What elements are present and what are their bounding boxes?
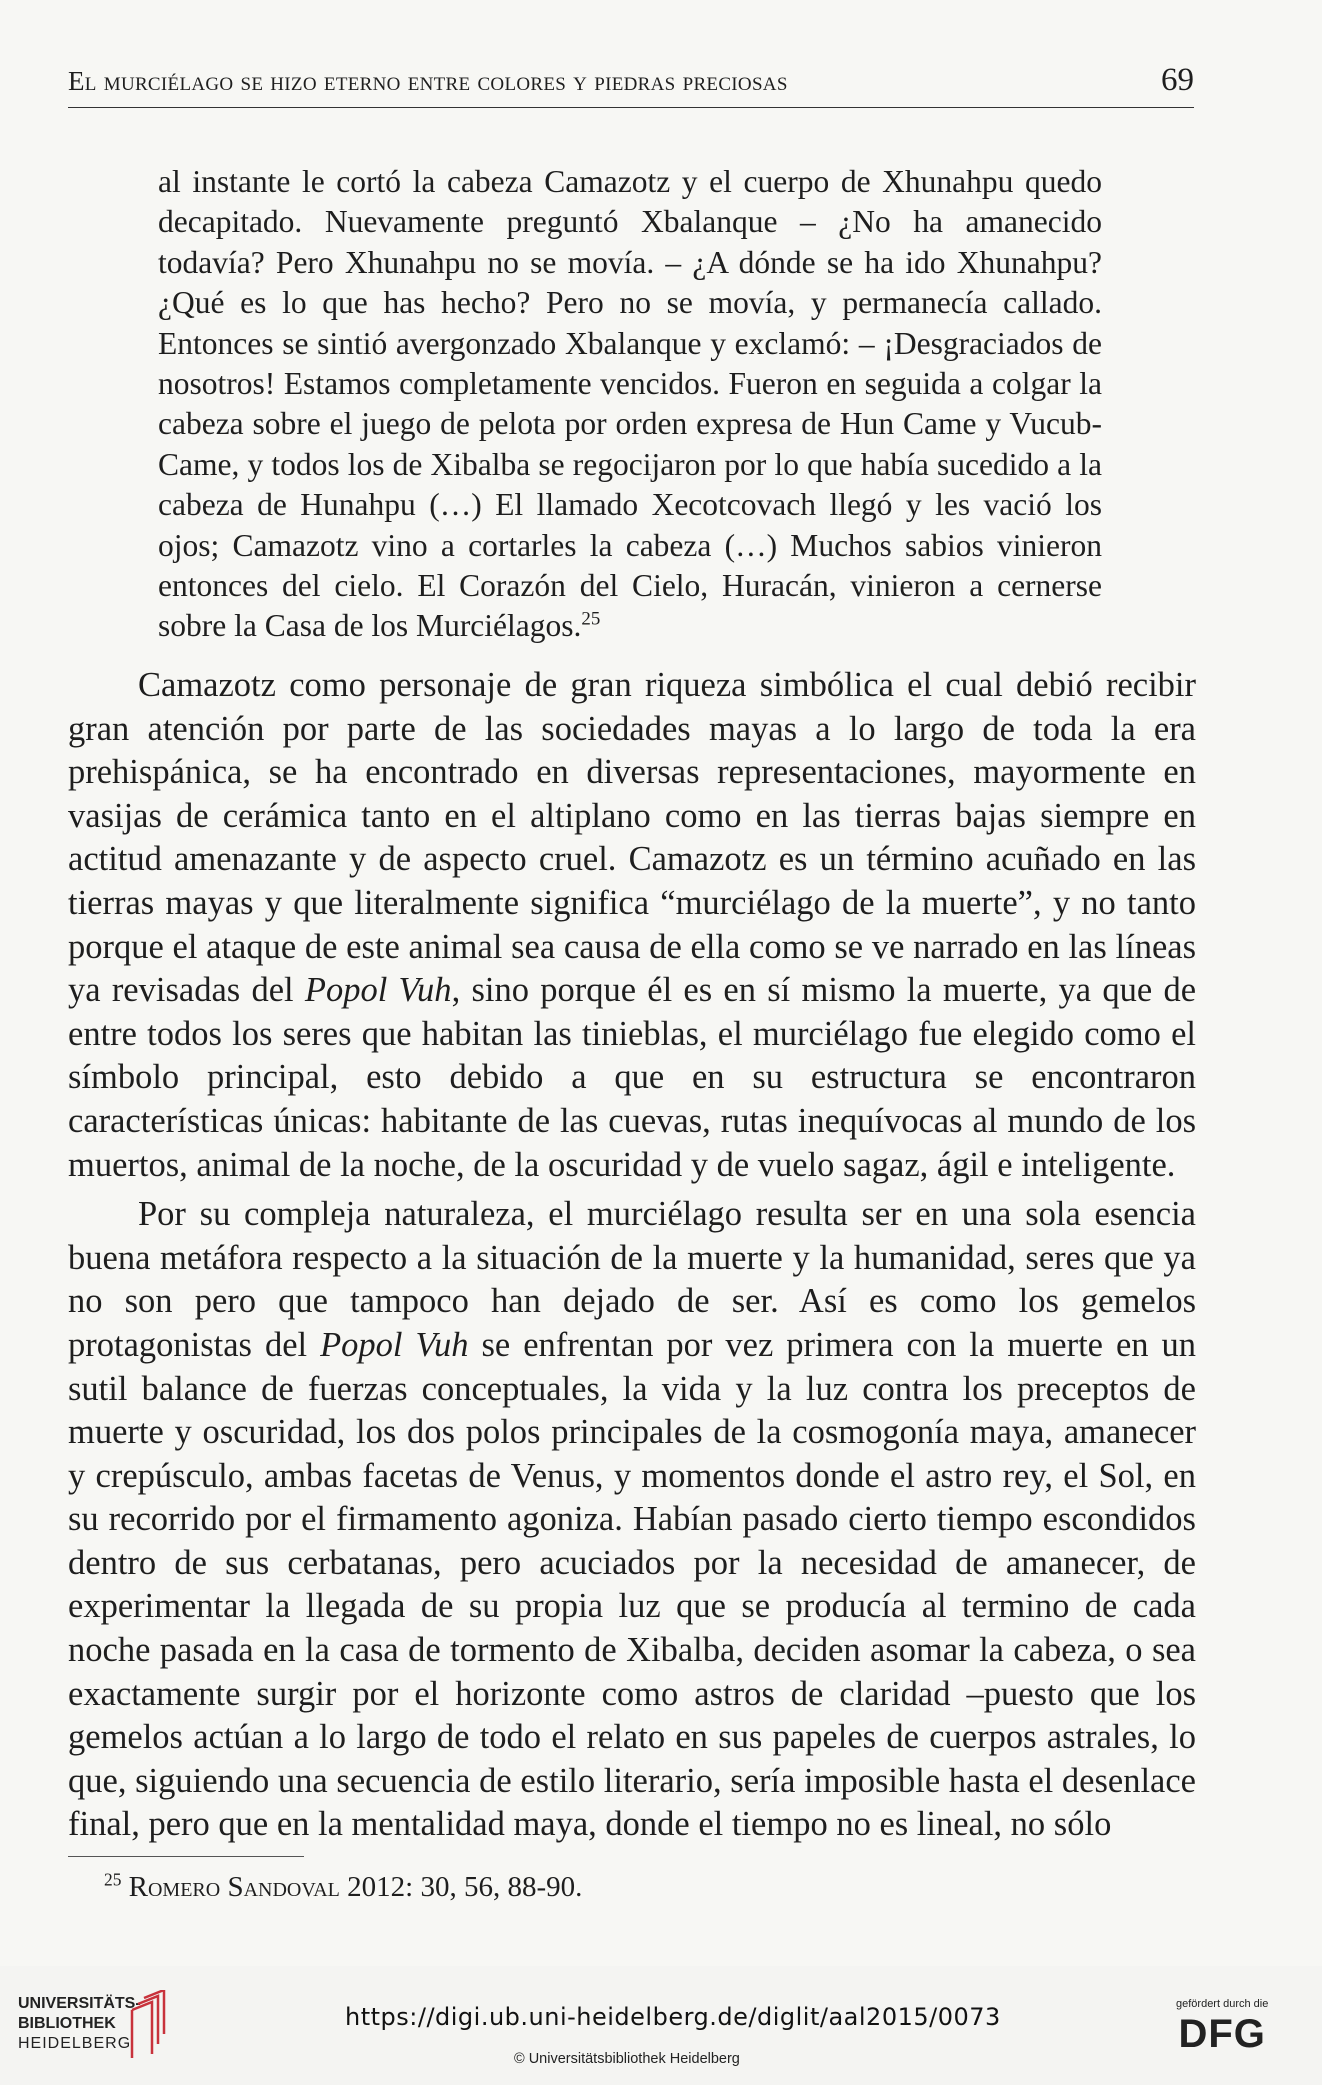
book-title-popol-vuh: Popol Vuh [304, 971, 452, 1010]
library-name-line-2: BIBLIOTHEK [18, 2015, 116, 2032]
block-quote [158, 162, 1102, 647]
copyright-notice: © Universitätsbibliothek Heidelberg [514, 2051, 740, 2067]
paragraph-1-text-b: , sino porque él es en sí mismo la muerte, ya que de entre todos los seres que habitan las tinieblas, el murciélago fue elegido como el símbolo principal, esto debido a que en su estructura se encontraron características únicas: habitante de las cuevas, rutas inequívocas al mundo de los muertos, animal de la noche, de la oscuridad y de vuelo sagaz, ágil e inteligente. [68, 971, 1197, 1184]
footnote-divider [68, 1856, 304, 1857]
quote-text: al instante le cortó la cabeza Camazotz y el cuerpo de Xhunahpu quedo decapitado. Nuevamente preguntó Xbalanque – ¿No ha amanecido todavía? Pero Xhunahpu no se movía. – ¿A dónde se ha ido Xhunahpu? ¿Qué es lo que has hecho? Pero no se movía, y permanecía callado. Entonces se sintió avergonzado Xbalanque y exclamó: – ¡Desgraciados de nosotros! Estamos completamente vencidos. Fueron en seguida a colgar la cabeza sobre el juego de pelota por orden expresa de Hun Came y Vucub-Came, y todos los de Xibalba se regocijaron por lo que había sucedido a la cabeza de Hunahpu (…) El llamado Xecotcovach llegó y les vació los ojos; Camazotz vino a cortarles la cabeza (…) Muchos sabios vinieron entonces del cielo. El Corazón del Cielo, Huracán, vinieron a cernerse sobre la Casa de los Murciélagos. [158, 164, 1102, 644]
footnote-25 [104, 1871, 582, 1904]
page-header [68, 62, 1194, 108]
page-number: 69 [1161, 62, 1194, 98]
body-paragraph-1 [68, 664, 1196, 1187]
footnote-number: 25 [104, 1869, 122, 1890]
paragraph-2-text-b: se enfrentan por vez primera con la muerte en un sutil balance de fuerzas conceptuales, la vida y la luz contra los preceptos de muerte y oscuridad, los dos polos principales de la cosmogonía maya, amanecer y crepúsculo, ambas facetas de Venus, y momentos donde el astro rey, el Sol, en su recorrido por el firmamento agoniza. Habían pasado cierto tiempo escondidos dentro de sus cerbatanas, pero acuciados por la necesidad de amanecer, de experimentar la llegada de su propia luz que se producía al termino de cada noche pasada en la casa de tormento de Xibalba, deciden asomar la cabeza, o sea exactamente surgir por el horizonte como astros de claridad –puesto que los gemelos actúan a lo largo de todo el relato en sus papeles de cuerpos astrales, lo que, siguiendo una secuencia de estilo literario, sería imposible hasta el desenlace final, pero que en la mentalidad maya, donde el tiempo no es lineal, no sólo [68, 1325, 1196, 1844]
paragraph-2-text-a: Por su compleja naturaleza, el murciélago resulta ser en una sola esencia buena metáfora respecto a la situación de la muerte y la humanidad, seres que ya no son pero que tampoco han dejado de ser. Así es como los gemelos protagonistas del [68, 1195, 1196, 1364]
body-text [68, 664, 1196, 1847]
source-url-link[interactable]: https://digi.ub.uni-heidelberg.de/diglit/aal2015/0073 [345, 2003, 1001, 2031]
running-title: El murciélago se hizo eterno entre colores y piedras preciosas [68, 66, 788, 96]
footnote-author: Romero Sandoval [128, 1871, 340, 1903]
funded-by-label: gefördert durch die [1176, 1998, 1269, 2010]
library-name-line-1: UNIVERSITÄTS- [18, 1995, 141, 2012]
paragraph-1-text-a: Camazotz como personaje de gran riqueza simbólica el cual debió recibir gran atención por parte de las sociedades mayas a lo largo de toda la era prehispánica, se ha encontrado en diversas representaciones, mayormente en vasijas de cerámica tanto en el altiplano como en las tierras bajas siempre en actitud amenazante y de aspecto cruel. Camazotz es un término acuñado en las tierras mayas y que literalmente significa “murciélago de la muerte”, y no tanto porque el ataque de este animal sea causa de ella como se ve narrado en las líneas ya revisadas del [68, 666, 1196, 1010]
library-mark-icon [118, 1990, 180, 2060]
footnote-ref-25[interactable]: 25 [581, 608, 601, 630]
quote-paragraph [158, 162, 1102, 647]
footnote-reference: 2012: 30, 56, 88-90. [347, 1871, 583, 1903]
dfg-mark: DFG [1178, 2012, 1266, 2056]
library-name-line-3: HEIDELBERG [18, 2035, 132, 2052]
body-paragraph-2 [68, 1193, 1196, 1847]
dfg-logo[interactable] [1176, 1998, 1268, 2054]
book-title-popol-vuh: Popol Vuh [320, 1325, 469, 1364]
